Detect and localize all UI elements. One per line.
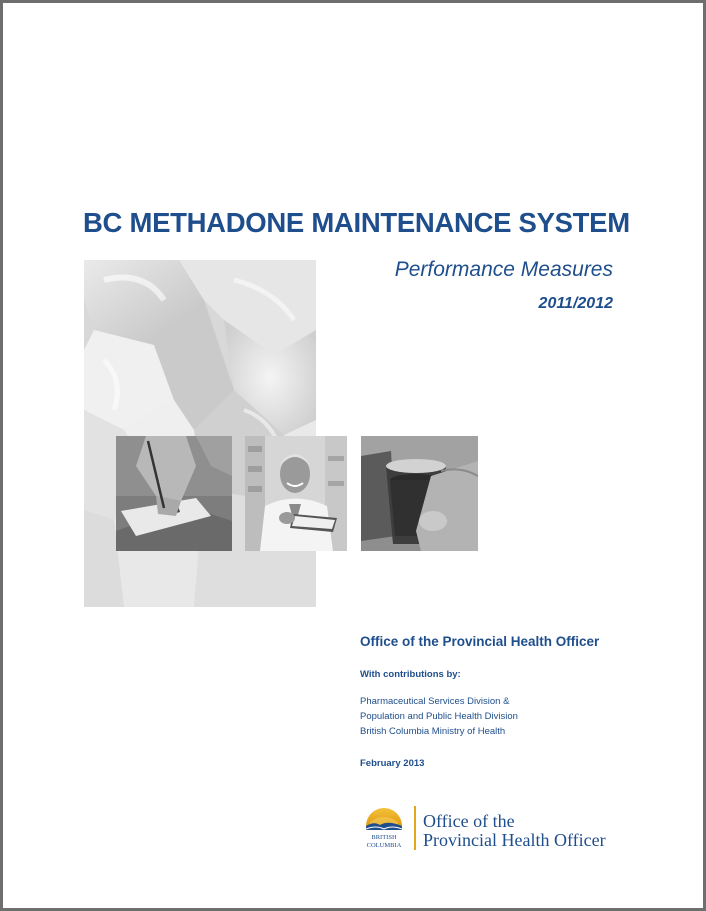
contributor-line: British Columbia Ministry of Health: [360, 726, 506, 737]
background-crystal-photo: [84, 260, 316, 607]
photo-methadone-cup: [361, 436, 478, 551]
contributors-list: [360, 694, 518, 739]
bc-sun-emblem-icon: [362, 804, 406, 850]
photo-hand-writing: [116, 436, 232, 551]
logo-wordmark: [423, 812, 606, 850]
logo-text-line2: Provincial Health Officer: [423, 830, 606, 850]
report-subtitle: Performance Measures: [394, 258, 613, 281]
logo-divider: [414, 806, 416, 850]
emblem-text-line1: BRITISH: [371, 834, 397, 841]
publisher-organization: Office of the Provincial Health Officer: [360, 634, 600, 649]
report-period: 2011/2012: [538, 295, 613, 312]
contributions-label: With contributions by:: [360, 669, 461, 680]
publication-date: February 2013: [360, 758, 425, 769]
contributor-line: Pharmaceutical Services Division &: [360, 696, 510, 707]
logo-text-line1: Office of the: [423, 811, 515, 831]
photo-pharmacist: [245, 436, 347, 551]
report-title: BC METHADONE MAINTENANCE SYSTEM: [83, 207, 630, 238]
contributor-line: Population and Public Health Division: [360, 711, 518, 722]
emblem-text-line2: COLUMBIA: [366, 842, 402, 849]
